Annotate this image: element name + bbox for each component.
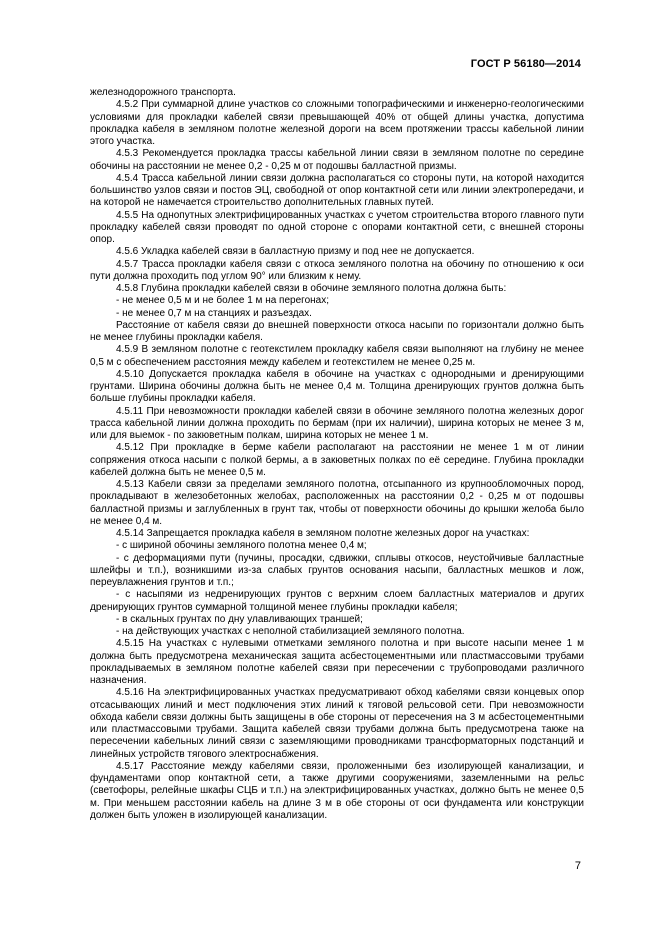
- paragraph: 4.5.15 На участках с нулевыми отметками земляного полотна и при высоте насыпи менее 1 м должна быть предусмотрена механическая защита асбестоцементными или пластмассовыми трубами прокладываемых в земляном полотне кабелей связи при пересечении с трубопроводами различного назначения.: [90, 638, 584, 686]
- paragraph: 4.5.4 Трасса кабельной линии связи должна располагаться со стороны пути, на которой находится большинство узлов связи и постов ЭЦ, свободной от опор контактной сети или линии электропередачи, и на которой не намечается строительство дополнительных главных путей.: [90, 172, 584, 209]
- paragraph: 4.5.10 Допускается прокладка кабеля в обочине на участках с однородными и дренирующими грунтами. Ширина обочины должна быть не менее 0,4 м. Толщина дренирующих грунтов должна быть больше глубины прокладки кабеля.: [90, 368, 584, 405]
- paragraph: 4.5.7 Трасса прокладки кабеля связи с откоса земляного полотна на обочину по отношению к оси пути должна проходить под углом 90° или близким к нему.: [90, 258, 584, 282]
- paragraph: 4.5.2 При суммарной длине участков со сложными топографическими и инженерно-геологическими условиями для прокладки кабелей связи превышающей 40% от общей длины участка, допустима прокладка кабеля в земляном полотне железной дороги на всем протяжении трассы кабельной линии этого участка.: [90, 99, 584, 147]
- paragraph: 4.5.12 При прокладке в берме кабели располагают на расстоянии не менее 1 м от линии сопряжения откоса насыпи с полкой бермы, а в закюветных полках по её середине. Глубина прокладки кабелей должна быть не менее 0,5 м.: [90, 442, 584, 478]
- paragraph: 4.5.16 На электрифицированных участках предусматривают обход кабелями связи концевых опор отсасывающих линий и мест подключения этих линий к тяговой рельсовой сети. При невозможности обхода кабели связи должны быть защищены в обе стороны от пересечения на 3 м асбестоцементными или пластмассовыми трубами. Защита кабелей связи трубами должна быть предусмотрена также на пересечении кабельных линий связи с заземляющими проводниками трансформаторных подстанций и линейных устройств тягового электроснабжения.: [90, 687, 584, 760]
- paragraph: 4.5.9 В земляном полотне с геотекстилем прокладку кабеля связи выполняют на глубину не менее 0,5 м с обеспечением расстояния между кабелем и геотекстилем не менее 0,25 м.: [90, 344, 584, 368]
- paragraph: 4.5.3 Рекомендуется прокладка трассы кабельной линии связи в земляном полотне по середине обочины на расстоянии не менее 0,2 - 0,25 м от подошвы балластной призмы.: [90, 148, 584, 172]
- paragraph: - не менее 0,5 м и не более 1 м на перегонах;: [116, 295, 330, 307]
- paragraph: - в скальных грунтах по дну улавливающих траншей;: [116, 613, 363, 625]
- paragraph: - на действующих участках с неполной стабилизацией земляного полотна.: [116, 626, 465, 637]
- page-number: 7: [574, 860, 581, 872]
- document-body: [90, 87, 584, 822]
- paragraph: 4.5.8 Глубина прокладки кабелей связи в обочине земляного полотна должна быть:: [116, 283, 507, 294]
- standard-designation: ГОСТ Р 56180—2014: [470, 58, 581, 70]
- paragraph: 4.5.17 Расстояние между кабелями связи, проложенными без изолирующей канализации, и фундаментами опор контактной сети, а также другими сооружениями, заземленными на рельс (светофоры, релейные шкафы СЦБ и т.п.) на электрифицированных участках, должно быть не менее 0,5 м. При меньшем расстоянии кабель на длине 3 м в обе стороны от оси фундамента или конструкции должен быть уложен в изолирующей канализации.: [90, 760, 584, 821]
- paragraph: 4.5.11 При невозможности прокладки кабелей связи в обочине земляного полотна железных дорог трасса кабельной линии должна проходить по бермам (при их наличии), ширина которых не менее 3 м, или для выемок - по закюветным полкам, ширина которых не менее 1 м.: [90, 405, 584, 441]
- paragraph: железнодорожного транспорта.: [90, 87, 236, 98]
- paragraph: 4.5.6 Укладка кабелей связи в балластную призму и под нее не допускается.: [116, 246, 475, 258]
- paragraph: - с насыпями из недренирующих грунтов с верхним слоем балластных материалов и других дренирующих грунтов суммарной толщиной менее глубины прокладки кабеля;: [90, 589, 584, 613]
- paragraph: 4.5.5 На однопутных электрифицированных участках с учетом строительства второго главного пути прокладку кабелей связи проводят по одной стороне с опорами контактной сети, с внешней стороны опор.: [90, 209, 584, 245]
- paragraph: - не менее 0,7 м на станциях и разъездах.: [116, 307, 312, 319]
- paragraph: 4.5.14 Запрещается прокладка кабеля в земляном полотне железных дорог на участках:: [116, 528, 530, 539]
- paragraph: Расстояние от кабеля связи до внешней поверхности откоса насыпи по горизонтали должно быть не менее глубины прокладки кабеля.: [90, 319, 584, 343]
- paragraph: 4.5.13 Кабели связи за пределами земляного полотна, отсыпанного из крупнообломочных пород, прокладывают в железобетонных желобах, расположенных на расстоянии 0,2 - 0,25 м от подошвы балластной призмы и заглубленных в грунт так, чтобы от поверхности обочины до крышки желоба было не менее 0,4 м.: [90, 479, 584, 527]
- paragraph: - с деформациями пути (пучины, просадки, сдвижки, сплывы откосов, неустойчивые балластные шлейфы и т.п.), возникшими из-за слабых грунтов основания насыпи, балластных мешков и лож, переувлажнения грунтов и т.п.;: [90, 552, 584, 588]
- paragraph: - с шириной обочины земляного полотна менее 0,4 м;: [116, 540, 367, 552]
